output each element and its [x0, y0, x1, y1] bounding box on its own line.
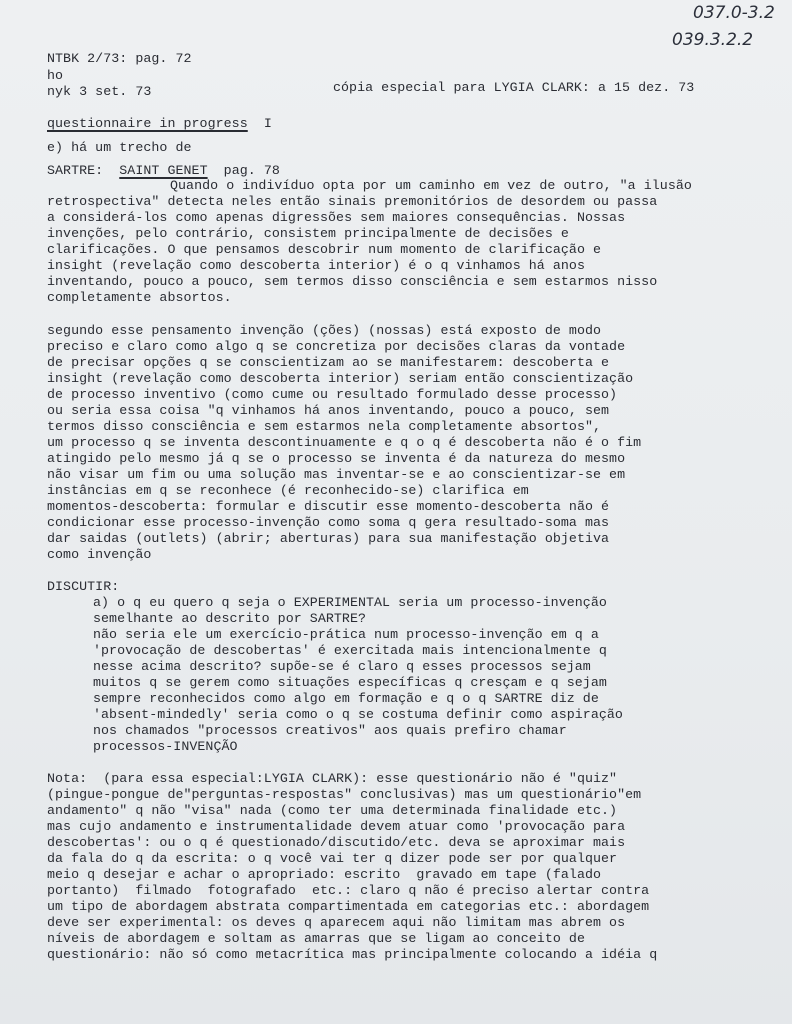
- archive-mark-1: 037.0-3.2: [693, 3, 775, 23]
- para-line: não visar um fim ou uma solução mas inventar-se e ao conscientizar-se em: [47, 467, 626, 482]
- header-ho: ho: [47, 68, 64, 83]
- note-line: deve ser experimental: os deves q aparecem aqui não limitam mas abrem os: [47, 915, 626, 930]
- note-line: portanto) filmado fotografado etc.: claro q não é preciso alertar contra: [47, 883, 650, 898]
- discuss-line: não seria ele um exercício-prática num processo-invenção em q a: [93, 627, 599, 642]
- intro: e) há um trecho de: [47, 140, 192, 155]
- source-page: pag. 78: [223, 163, 280, 178]
- discuss-line: processos-INVENÇÃO: [93, 739, 238, 754]
- quote-line: completamente absortos.: [47, 290, 232, 305]
- para-line: como invenção: [47, 547, 152, 562]
- quote-line: a considerá-los como apenas digressões sem maiores consequências. Nossas: [47, 210, 626, 225]
- note-line: andamento" q não "visa" nada (como ter uma determinada finalidade etc.): [47, 803, 618, 818]
- note-line: descobertas': ou o q é questionado/discutido/etc. deva se aproximar mais: [47, 835, 626, 850]
- title-number: I: [263, 116, 272, 131]
- para-line: um processo q se inventa descontinuamente e q o q é descoberta não é o fim: [47, 435, 642, 450]
- title: [47, 116, 272, 132]
- para-line: termos disso consciência e sem estarmos nela completamente absortos",: [47, 419, 602, 434]
- title-text: questionnaire in progress: [47, 116, 248, 131]
- discuss-line: 'absent-mindedly' seria como o q se costuma definir como aspiração: [93, 707, 623, 722]
- para-line: momentos-descoberta: formular e discutir esse momento-descoberta não é: [47, 499, 610, 514]
- archive-mark-2: 039.3.2.2: [672, 30, 754, 50]
- source: [47, 163, 280, 179]
- discuss-line: nesse acima descrito? supõe-se é claro q esses processos sejam: [93, 659, 591, 674]
- note-line: níveis de abordagem e soltam as amarras que se ligam ao conceito de: [47, 931, 585, 946]
- para-line: insight (revelação como descoberta interior) seriam então conscientização: [47, 371, 634, 386]
- para-line: ou seria essa coisa "q vinhamos há anos inventando, pouco a pouco, sem: [47, 403, 610, 418]
- discuss-line: semelhante ao descrito por SARTRE?: [93, 611, 367, 626]
- special-copy-note: cópia especial para LYGIA CLARK: a 15 dez. 73: [333, 80, 695, 95]
- discuss-line: muitos q se gerem como situações específicas q cresçam e q sejam: [93, 675, 607, 690]
- quote-line: Quando o indivíduo opta por um caminho em vez de outro, "a ilusão: [170, 178, 692, 193]
- header-ref: NTBK 2/73: pag. 72: [47, 51, 192, 66]
- para-line: dar saidas (outlets) (abrir; aberturas) para sua manifestação objetiva: [47, 531, 610, 546]
- discuss-line: nos chamados "processos creativos" aos quais prefiro chamar: [93, 723, 567, 738]
- quote-line: inventando, pouco a pouco, sem termos disso consciência e sem estarmos nisso: [47, 274, 658, 289]
- para-line: atingido pelo mesmo já q se o processo se inventa é da natureza do mesmo: [47, 451, 626, 466]
- discuss-heading: DISCUTIR:: [47, 579, 120, 594]
- para-line: instâncias em q se reconhece (é reconhecido-se) clarifica em: [47, 483, 529, 498]
- header-date: nyk 3 set. 73: [47, 84, 152, 99]
- note-line: questionário: não só como metacrítica mas principalmente colocando a idéia q: [47, 947, 658, 962]
- discuss-line: a) o q eu quero q seja o EXPERIMENTAL seria um processo-invenção: [93, 595, 607, 610]
- note-line: mas cujo andamento e instrumentalidade devem atuar como 'provocação para: [47, 819, 626, 834]
- note-line: (pingue-pongue de"perguntas-respostas" conclusivas) mas um questionário"em: [47, 787, 642, 802]
- quote-line: invenções, pelo contrário, consistem principalmente de decisões e: [47, 226, 569, 241]
- para-line: preciso e claro como algo q se concretiza por decisões claras da vontade: [47, 339, 626, 354]
- para-line: segundo esse pensamento invenção (ções) (nossas) está exposto de modo: [47, 323, 602, 338]
- discuss-line: 'provocação de descobertas' é exercitada mais intencionalmente q: [93, 643, 607, 658]
- quote-line: retrospectiva" detecta neles então sinais premonitórios de desordem ou passa: [47, 194, 658, 209]
- note-line: Nota: (para essa especial:LYGIA CLARK): esse questionário não é "quiz": [47, 771, 618, 786]
- quote-line: insight (revelação como descoberta interior) é o q vinhamos há anos: [47, 258, 585, 273]
- note-line: um tipo de abordagem abstrata compartimentada em categorias etc.: abordagem: [47, 899, 650, 914]
- source-author: SARTRE:: [47, 163, 104, 178]
- para-line: de precisar opções q se conscientizam ao se manifestarem: descoberta e: [47, 355, 610, 370]
- note-line: da fala do q da escrita: o q você vai ter q dizer pode ser por qualquer: [47, 851, 618, 866]
- para-line: condicionar esse processo-invenção como soma q gera resultado-soma mas: [47, 515, 610, 530]
- discuss-line: sempre reconhecidos como algo em formação e q o q SARTRE diz de: [93, 691, 599, 706]
- para-line: de processo inventivo (como cume ou resultado formulado desse processo): [47, 387, 618, 402]
- note-line: meio q desejar e achar o apropriado: escrito gravado em tape (falado: [47, 867, 602, 882]
- source-work: SAINT GENET: [119, 163, 208, 178]
- quote-line: clarificações. O que pensamos descobrir num momento de clarificação e: [47, 242, 602, 257]
